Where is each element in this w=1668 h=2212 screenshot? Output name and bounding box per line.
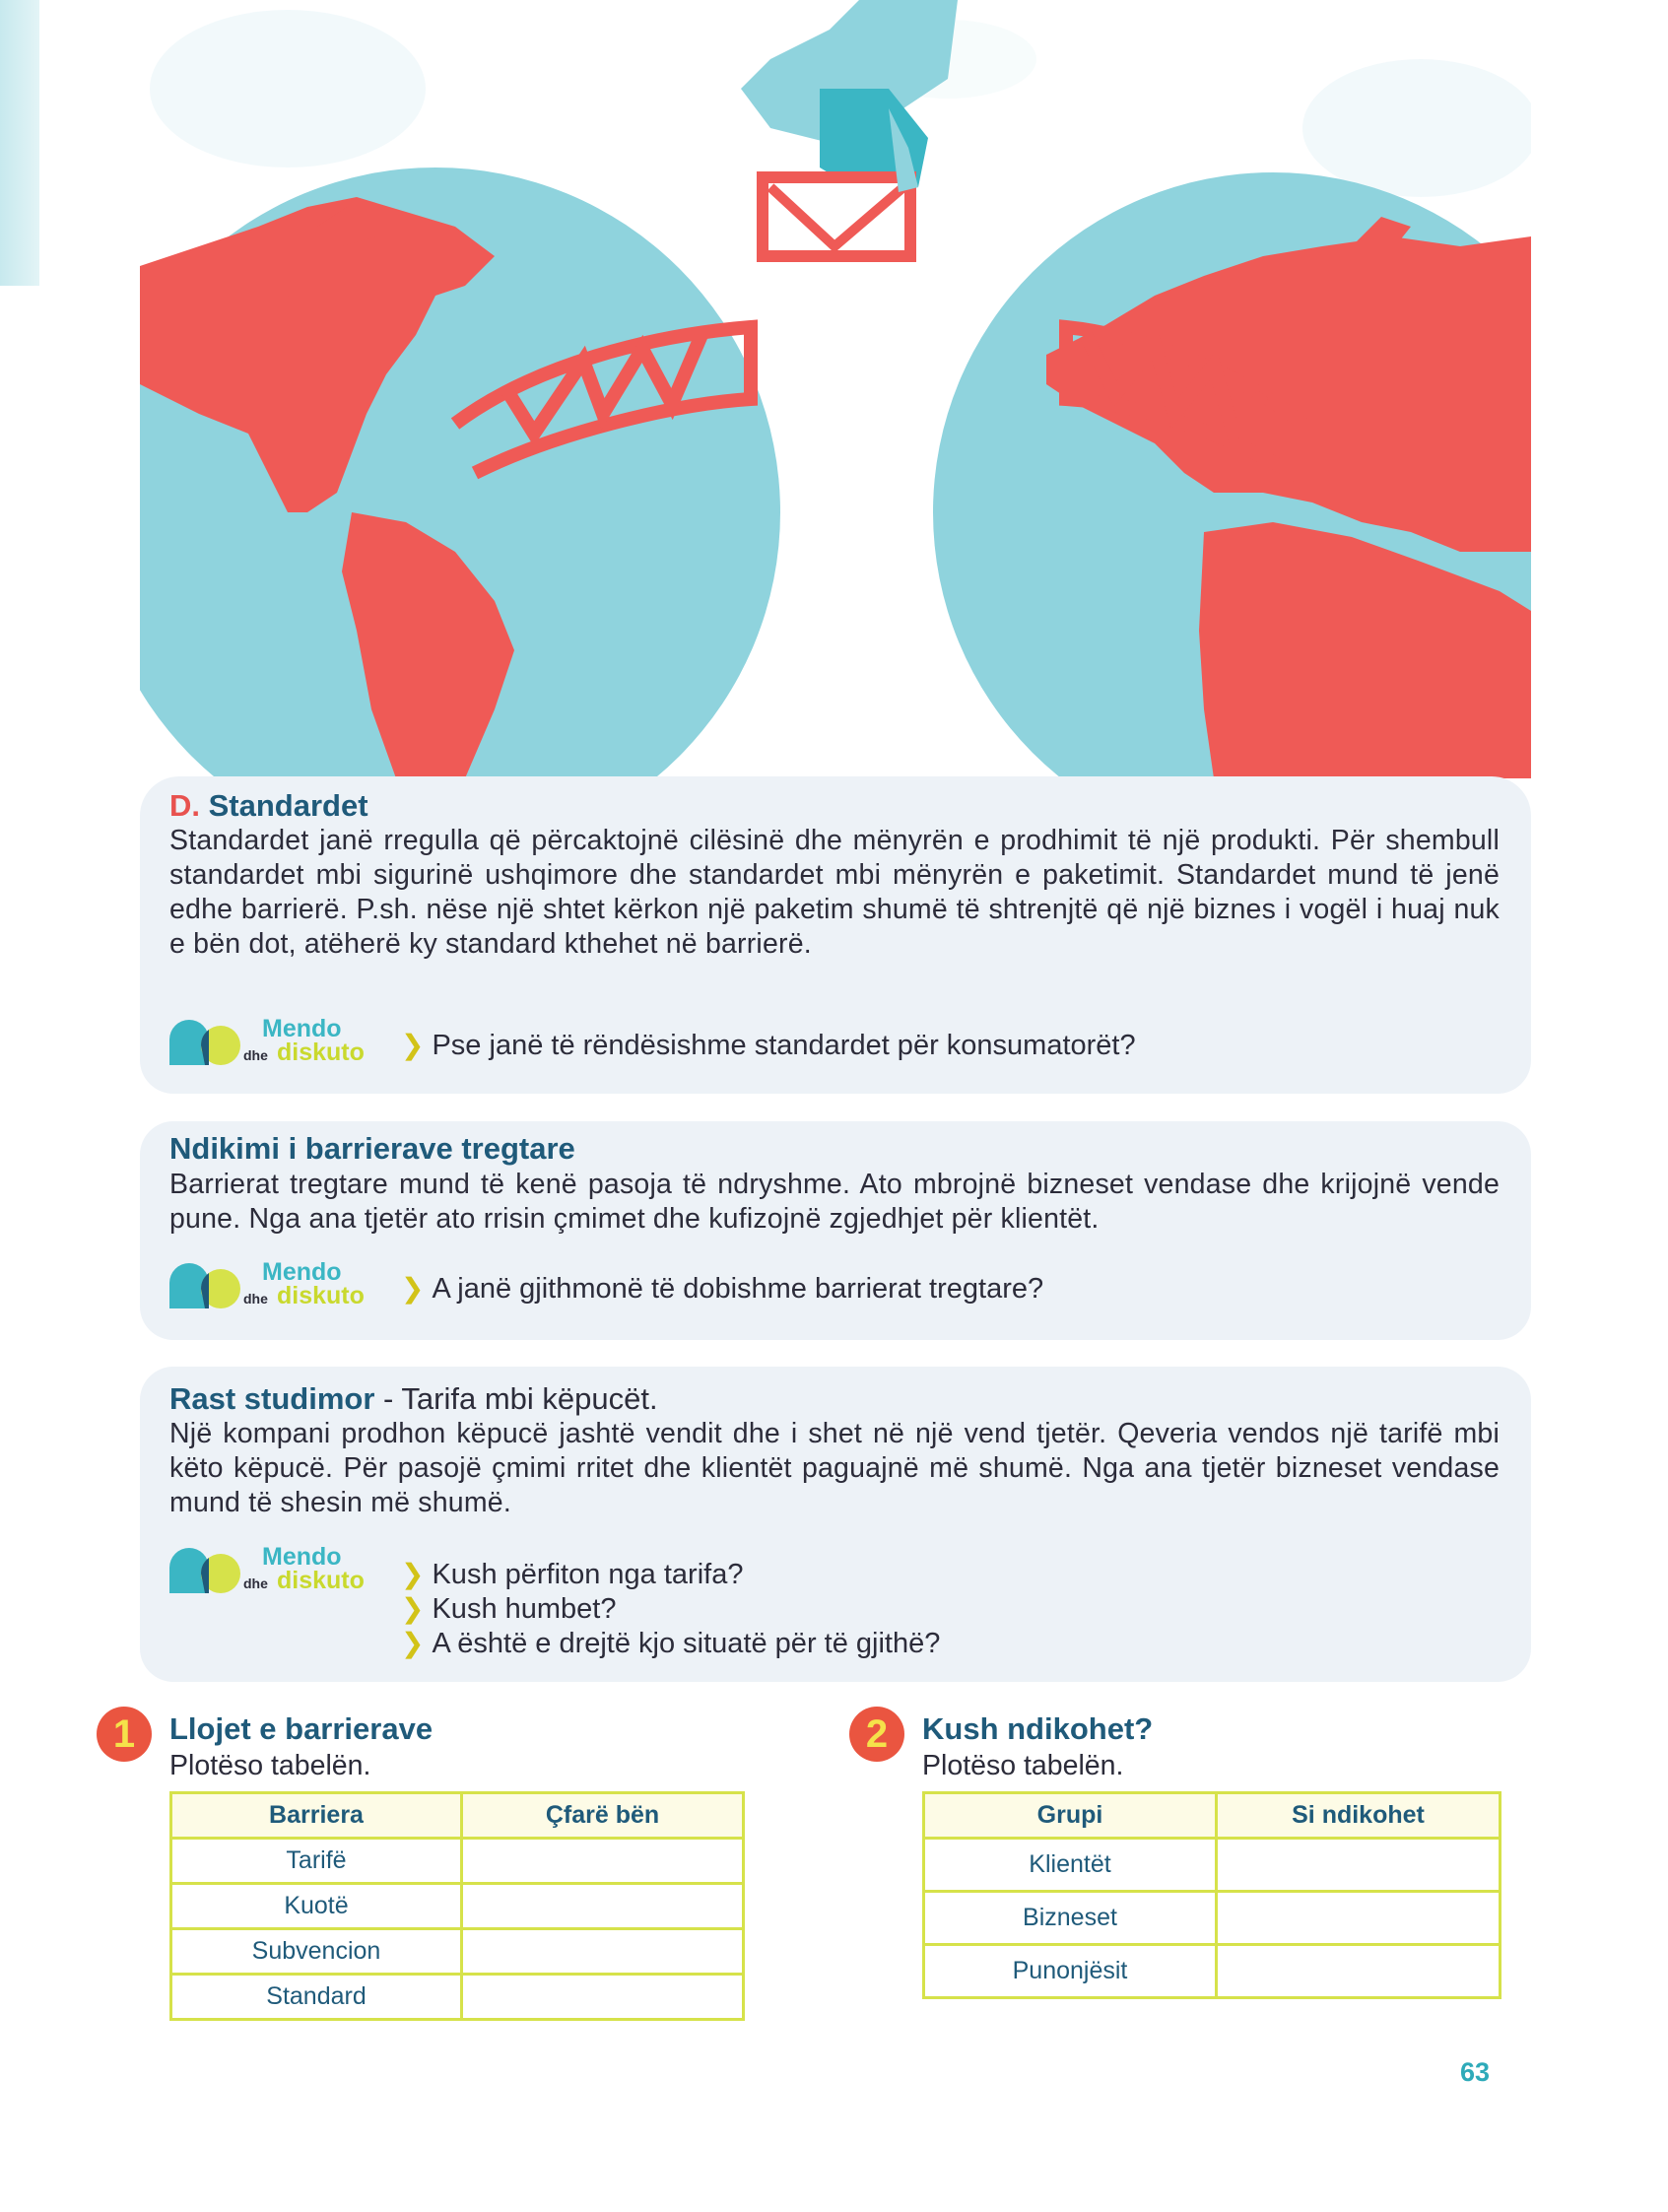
answer-cell[interactable]: [1217, 1839, 1501, 1892]
table-row: [924, 1892, 1501, 1945]
speech-bubbles-icon: [169, 1263, 243, 1308]
chevron-right-icon: ❯: [401, 1273, 425, 1304]
case-question-1: ❯ Kush përfiton nga tarifa?: [401, 1559, 744, 1590]
chevron-right-icon: ❯: [401, 1593, 425, 1624]
impact-question: ❯ A janë gjithmonë të dobishme barrierat tregtare?: [401, 1273, 1044, 1305]
impact-text: Barrierat tregtare mund të kenë pasoja të ndryshme. Ato mbrojnë bizneset vendase dhe krijojnë vende pune. Nga ana tjetër ato rrisin çmimet dhe kufizojnë zgjedhjet për klientët.: [169, 1169, 1500, 1235]
chevron-right-icon: ❯: [401, 1559, 425, 1589]
table-row: [924, 1945, 1501, 1998]
diskuto-label: diskuto: [277, 1282, 365, 1309]
answer-cell[interactable]: [1217, 1892, 1501, 1945]
think-discuss-badge: [169, 1259, 371, 1318]
answer-cell[interactable]: [462, 1884, 744, 1929]
table-row: [171, 1975, 744, 2020]
case-study-text: Një kompani prodhon këpucë jashtë vendit dhe i shet në një vend tjetër. Qeveria vendos një tarifë mbi këto këpucë. Për pasojë çmimi rritet dhe klientët paguajnë më shumë. Nga ana tjetër bizneset vendase mund të shesin më shumë.: [169, 1418, 1500, 1518]
exercise-1-title: Llojet e barrierave: [169, 1711, 434, 1746]
standards-card: [140, 776, 1531, 1094]
case-question-3: ❯ A është e drejtë kjo situatë për të gjithë?: [401, 1628, 941, 1659]
exercise-2-instruction: Plotëso tabelën.: [922, 1750, 1124, 1781]
dhe-label: dhe: [243, 1047, 268, 1063]
barrier-cell: Tarifë: [171, 1839, 462, 1884]
standards-text: Standardet janë rregulla që përcaktojnë cilësinë dhe mënyrën e prodhimit të një produkti. Për shembull standardet mbi sigurinë ushqimore dhe standardet mbi mënyrën e paketimit. Standardet mund të jenë edhe barrierë. P.sh. nëse një shtet kërkon një paketim shumë të shtrenjtë që një biznes i vogël i huaj nuk e bën dot, atëherë ky standard kthehet në barrierë.: [169, 825, 1500, 960]
side-decoration-strip: [0, 0, 39, 286]
hero-illustration: [140, 0, 1531, 788]
group-cell: Klientët: [924, 1839, 1217, 1892]
speech-bubbles-icon: [169, 1020, 243, 1065]
table-header: Grupi: [924, 1793, 1217, 1839]
table-row: [924, 1839, 1501, 1892]
impact-title: Ndikimi i barrierave tregtare: [169, 1131, 575, 1166]
barrier-cell: Standard: [171, 1975, 462, 2020]
page-number: 63: [1460, 2057, 1491, 2087]
think-discuss-badge: [169, 1016, 371, 1075]
speech-bubbles-icon: [169, 1548, 243, 1593]
chevron-right-icon: ❯: [401, 1628, 425, 1658]
group-cell: Punonjësit: [924, 1945, 1217, 1998]
left-globe: [140, 168, 780, 788]
right-globe: [933, 172, 1531, 788]
answer-cell[interactable]: [1217, 1945, 1501, 1998]
case-study-card: [140, 1367, 1531, 1682]
case-study-heading: [169, 1381, 658, 1417]
mendo-label: Mendo: [262, 1543, 342, 1571]
case-study-subtitle: - Tarifa mbi këpucët.: [374, 1381, 658, 1416]
table-header: Si ndikohet: [1217, 1793, 1501, 1839]
answer-cell[interactable]: [462, 1839, 744, 1884]
mendo-label: Mendo: [262, 1015, 342, 1042]
exercise-1-table: [169, 1791, 745, 2021]
answer-cell[interactable]: [462, 1929, 744, 1975]
hand-holding-block: [741, 0, 958, 256]
exercise-1-number: 1: [97, 1707, 152, 1762]
standards-title: Standardet: [208, 788, 368, 823]
table-row: [171, 1884, 744, 1929]
group-cell: Bizneset: [924, 1892, 1217, 1945]
think-discuss-badge: [169, 1544, 371, 1603]
answer-cell[interactable]: [462, 1975, 744, 2020]
standards-question: ❯ Pse janë të rëndësishme standardet për konsumatorët?: [401, 1030, 1136, 1061]
dhe-label: dhe: [243, 1575, 268, 1591]
diskuto-label: diskuto: [277, 1039, 365, 1066]
chevron-right-icon: ❯: [401, 1030, 425, 1060]
exercise-2-table: [922, 1791, 1501, 1999]
section-letter: D.: [169, 788, 200, 823]
impact-card: [140, 1121, 1531, 1340]
table-row: [171, 1839, 744, 1884]
barrier-cell: Kuotë: [171, 1884, 462, 1929]
mendo-label: Mendo: [262, 1258, 342, 1286]
barrier-cell: Subvencion: [171, 1929, 462, 1975]
dhe-label: dhe: [243, 1291, 268, 1307]
table-header: Barriera: [171, 1793, 462, 1839]
table-header: Çfarë bën: [462, 1793, 744, 1839]
table-row: [171, 1929, 744, 1975]
standards-heading: [169, 788, 368, 824]
exercise-2-number: 2: [849, 1707, 904, 1762]
case-study-title: Rast studimor: [169, 1381, 375, 1416]
exercise-1-instruction: Plotëso tabelën.: [169, 1750, 371, 1781]
case-question-2: ❯ Kush humbet?: [401, 1593, 617, 1625]
diskuto-label: diskuto: [277, 1567, 365, 1594]
exercise-2-title: Kush ndikohet?: [922, 1711, 1154, 1746]
